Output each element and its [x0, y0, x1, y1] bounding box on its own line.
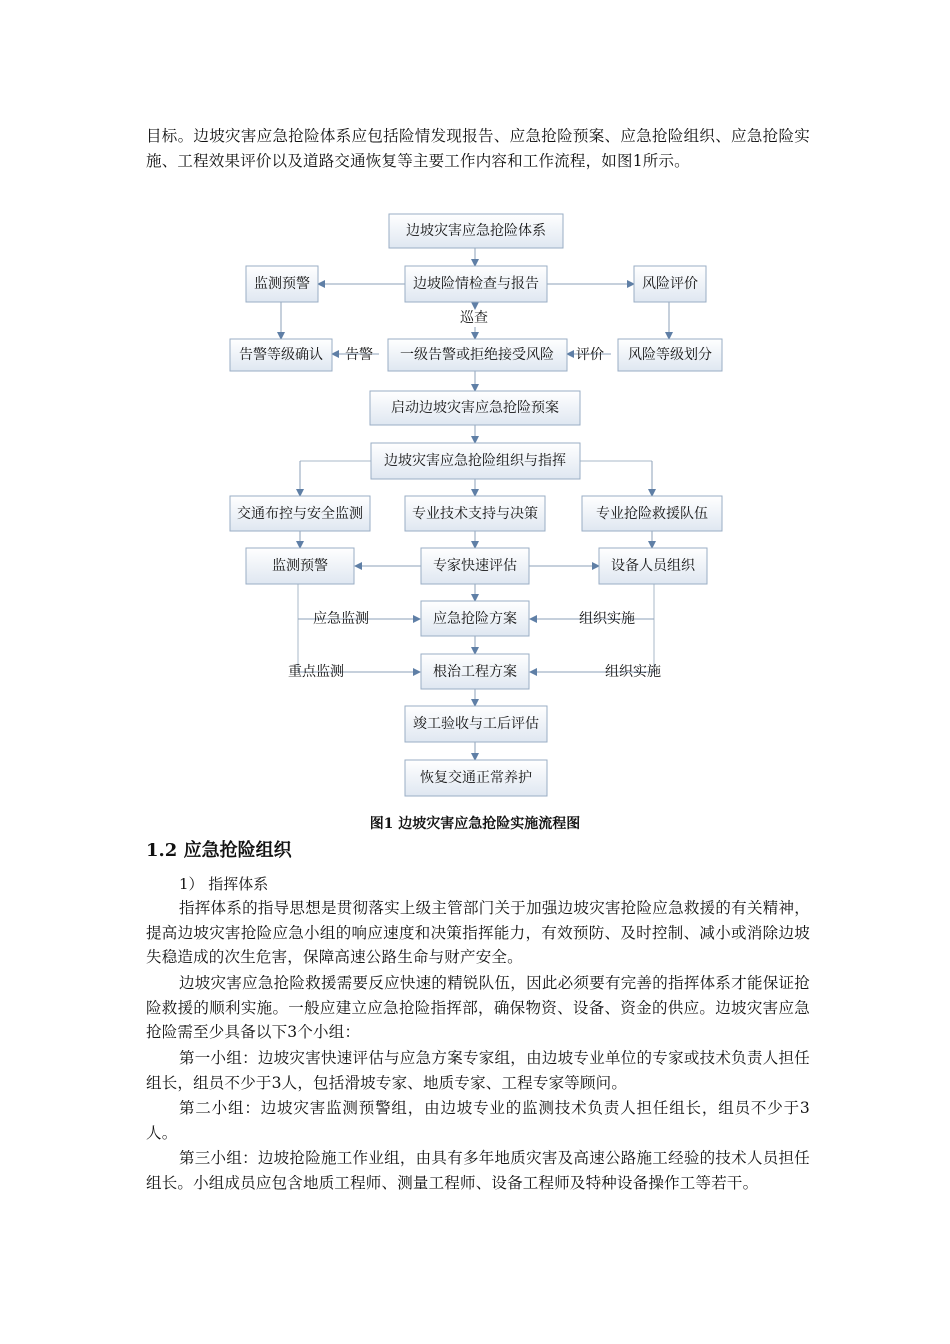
- label-patrol: 巡查: [460, 310, 488, 326]
- node-inspect: [405, 266, 547, 302]
- svg-text:恢复交通正常养护: 恢复交通正常养护: [420, 770, 532, 786]
- paragraph-group-2: 第二小组：边坡灾害监测预警组，由边坡专业的监测技术负责人担任组长，组员不少于3人。: [146, 1099, 810, 1142]
- node-monitor-top: [246, 266, 318, 302]
- intro-paragraph: 目标。边坡灾害应急抢险体系应包括险情发现报告、应急抢险预案、应急抢险组织、应急抢险实施、工程效果评价以及道路交通恢复等主要工作内容和工作流程，如图1所示。: [146, 127, 810, 170]
- label-org-impl-2: 组织实施: [605, 664, 661, 680]
- svg-text:监测预警: 监测预警: [254, 276, 310, 292]
- svg-text:根治工程方案: 根治工程方案: [433, 664, 517, 680]
- label-evaluate: 评价: [576, 347, 604, 363]
- svg-text:告警等级确认: 告警等级确认: [239, 347, 323, 363]
- label-key-monitor: 重点监测: [288, 664, 344, 680]
- svg-text:监测预警: 监测预警: [272, 558, 328, 574]
- svg-text:边坡灾害应急抢险体系: 边坡灾害应急抢险体系: [406, 223, 546, 239]
- node-team: [582, 496, 722, 531]
- node-monitor-mid: [246, 548, 354, 584]
- svg-text:专业抢险救援队伍: 专业抢险救援队伍: [596, 506, 708, 522]
- svg-text:边坡灾害应急抢险组织与指挥: 边坡灾害应急抢险组织与指挥: [384, 453, 566, 469]
- paragraph-group-1: 第一小组：边坡灾害快速评估与应急方案专家组，由边坡专业单位的专家或技术负责人担任组长，组员不少于3人，包括滑坡专家、地质专家、工程专家等顾问。: [146, 1049, 810, 1092]
- svg-text:专业技术支持与决策: 专业技术支持与决策: [412, 506, 538, 522]
- section-heading: 1.2 应急抢险组织: [146, 840, 292, 861]
- subsection-heading: 1） 指挥体系: [179, 875, 269, 893]
- svg-text:边坡险情检查与报告: 边坡险情检查与报告: [413, 276, 539, 292]
- figure-caption: 图1 边坡灾害应急抢险实施流程图: [369, 816, 581, 832]
- node-alarm-confirm: [230, 339, 332, 371]
- paragraph-team-requirement: 边坡灾害应急抢险救援需要反应快速的精锐队伍，因此必须要有完善的指挥体系才能保证抢险救援的顺利实施。一般应建立应急抢险指挥部，确保物资、设备、资金的供应。边坡灾害应急抢险需至少具备以下3个小组：: [146, 974, 810, 1042]
- node-organize: [371, 443, 580, 479]
- node-accept: [405, 706, 547, 742]
- node-expert: [421, 548, 529, 584]
- node-traffic: [230, 496, 370, 531]
- svg-text:专家快速评估: 专家快速评估: [433, 558, 517, 574]
- node-system: [389, 214, 563, 248]
- node-risk-grade: [618, 339, 722, 371]
- svg-text:设备人员组织: 设备人员组织: [611, 558, 695, 574]
- label-alarm: 告警: [345, 347, 373, 363]
- node-equip: [599, 548, 707, 584]
- node-start-plan: [370, 391, 580, 425]
- node-tech: [405, 496, 545, 531]
- svg-text:交通布控与安全监测: 交通布控与安全监测: [237, 506, 363, 522]
- node-level1: [388, 339, 567, 371]
- svg-text:风险等级划分: 风险等级划分: [628, 347, 712, 363]
- svg-text:应急抢险方案: 应急抢险方案: [433, 611, 517, 627]
- label-emergency-monitor: 应急监测: [313, 611, 369, 627]
- svg-text:启动边坡灾害应急抢险预案: 启动边坡灾害应急抢险预案: [391, 400, 559, 416]
- paragraph-command-system: 指挥体系的指导思想是贯彻落实上级主管部门关于加强边坡灾害抢险应急救援的有关精神，提高边坡灾害抢险应急小组的响应速度和决策指挥能力，有效预防、及时控制、减小或消除边坡失稳造成的次生危害，保障高速公路生命与财产安全。: [146, 899, 810, 967]
- svg-text:竣工验收与工后评估: 竣工验收与工后评估: [413, 716, 539, 732]
- svg-text:一级告警或拒绝接受风险: 一级告警或拒绝接受风险: [400, 347, 554, 363]
- node-risk-eval: [634, 266, 706, 302]
- node-root-plan: [421, 654, 529, 689]
- paragraph-group-3: 第三小组：边坡抢险施工作业组，由具有多年地质灾害及高速公路施工经验的技术人员担任组长。小组成员应包含地质工程师、测量工程师、设备工程师及特种设备操作工等若干。: [146, 1149, 810, 1192]
- svg-text:风险评价: 风险评价: [642, 276, 698, 292]
- node-restore: [405, 760, 547, 796]
- node-emergency-plan: [421, 601, 529, 636]
- label-org-impl-1: 组织实施: [579, 611, 635, 627]
